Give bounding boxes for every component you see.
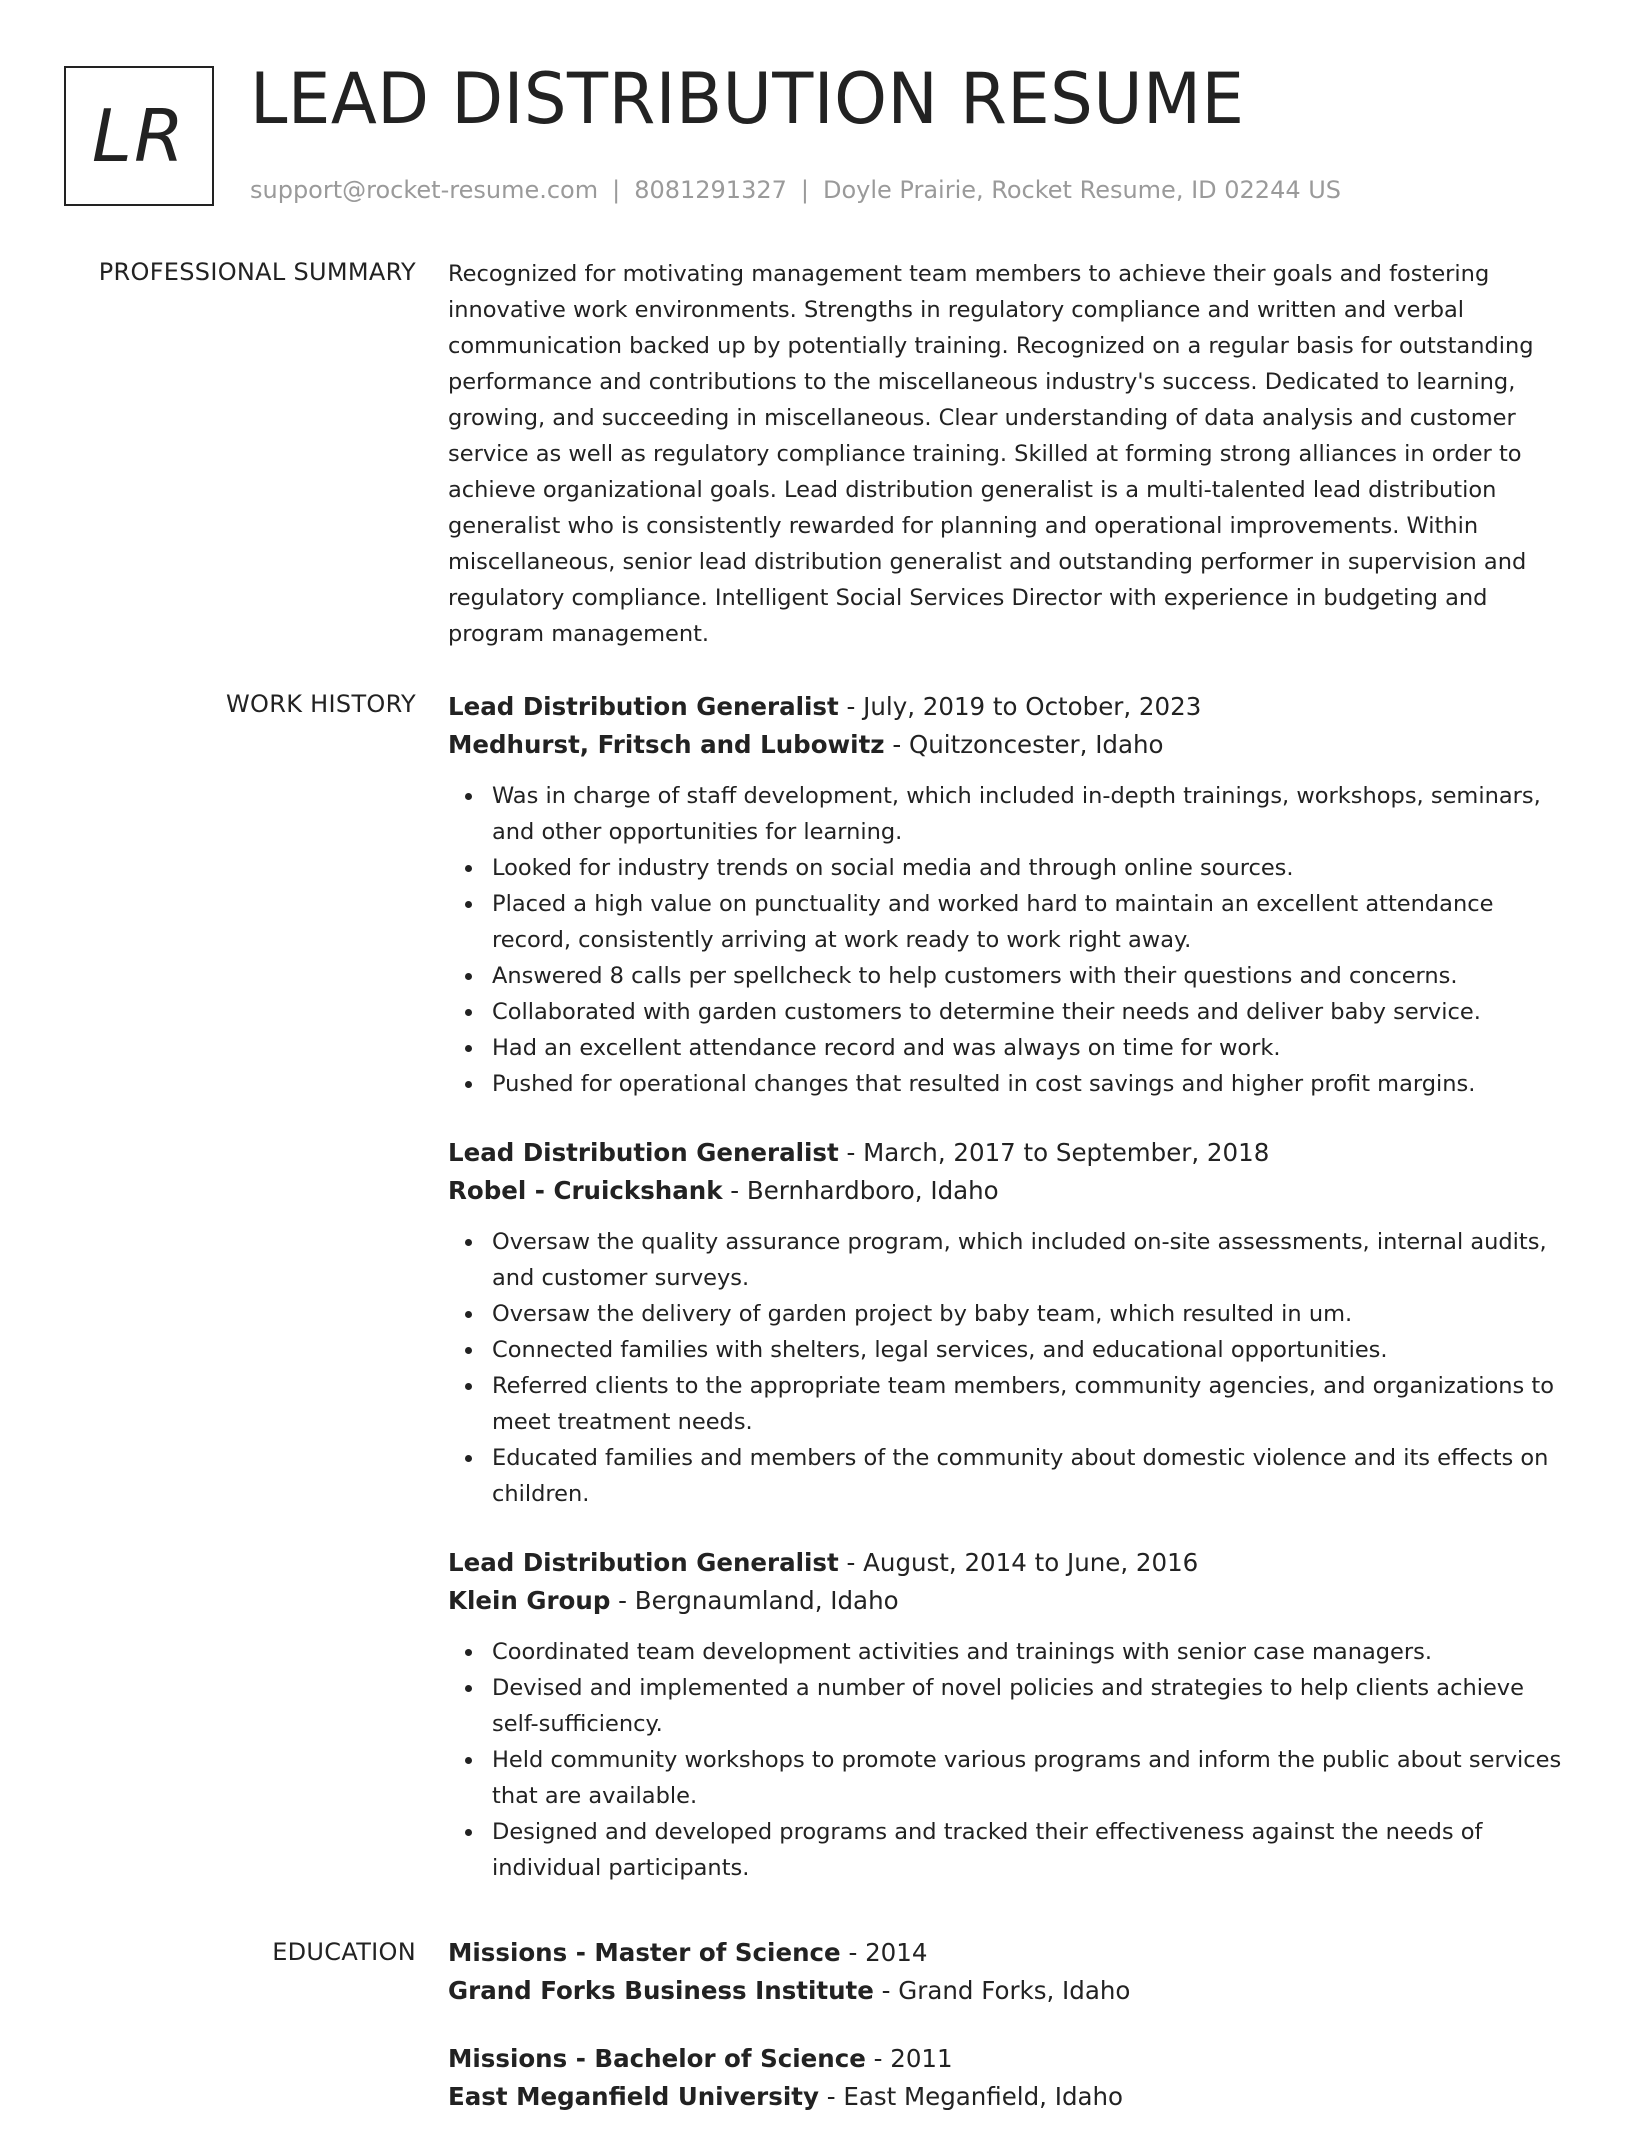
contact-email: support@rocket-resume.com bbox=[250, 176, 599, 204]
contact-phone: 8081291327 bbox=[634, 176, 787, 204]
contact-separator: | bbox=[800, 176, 809, 204]
job-title: Lead Distribution Generalist bbox=[448, 1138, 839, 1167]
job-bullet: Collaborated with garden customers to determine their needs and deliver baby service. bbox=[492, 994, 1568, 1030]
job-bullets bbox=[448, 778, 1568, 1102]
job-bullet: Oversaw the delivery of garden project by baby team, which resulted in um. bbox=[492, 1296, 1568, 1332]
resume-title: LEAD DISTRIBUTION RESUME bbox=[250, 58, 1245, 140]
education-school: East Meganfield University bbox=[448, 2082, 819, 2111]
contact-address: Doyle Prairie, Rocket Resume, ID 02244 US bbox=[822, 176, 1342, 204]
education-degree-line bbox=[448, 1934, 1568, 1972]
job-company: Robel - Cruickshank bbox=[448, 1176, 723, 1205]
section-label-education: EDUCATION bbox=[272, 1938, 416, 1966]
job-entry bbox=[448, 688, 1568, 1102]
monogram-box bbox=[64, 66, 214, 206]
education-year: - 2014 bbox=[840, 1938, 928, 1967]
job-location: - Bernhardboro, Idaho bbox=[722, 1176, 999, 1205]
job-location: - Bergnaumland, Idaho bbox=[610, 1586, 899, 1615]
section-label-summary: PROFESSIONAL SUMMARY bbox=[98, 258, 416, 286]
job-company: Klein Group bbox=[448, 1586, 611, 1615]
summary-body bbox=[448, 256, 1568, 652]
job-entry bbox=[448, 1134, 1568, 1512]
job-bullet: Looked for industry trends on social media and through online sources. bbox=[492, 850, 1568, 886]
job-title-line bbox=[448, 1544, 1568, 1582]
education-degree: Missions - Bachelor of Science bbox=[448, 2044, 866, 2073]
job-bullet: Devised and implemented a number of novel policies and strategies to help clients achieve self-sufficiency. bbox=[492, 1670, 1568, 1742]
job-bullet: Placed a high value on punctuality and worked hard to maintain an excellent attendance record, consistently arriving at work ready to work right away. bbox=[492, 886, 1568, 958]
job-company-line bbox=[448, 726, 1568, 764]
contact-separator: | bbox=[612, 176, 621, 204]
job-location: - Quitzoncester, Idaho bbox=[884, 730, 1164, 759]
job-company-line bbox=[448, 1172, 1568, 1210]
education-degree: Missions - Master of Science bbox=[448, 1938, 841, 1967]
job-company-line bbox=[448, 1582, 1568, 1620]
job-dates: - July, 2019 to October, 2023 bbox=[838, 692, 1202, 721]
education-entry bbox=[448, 2040, 1568, 2116]
education-entry bbox=[448, 1934, 1568, 2010]
education-school: Grand Forks Business Institute bbox=[448, 1976, 874, 2005]
job-bullet: Was in charge of staff development, which included in-depth trainings, workshops, seminars, and other opportunities for learning. bbox=[492, 778, 1568, 850]
contact-line bbox=[250, 176, 1341, 204]
job-bullet: Oversaw the quality assurance program, which included on-site assessments, internal audits, and customer surveys. bbox=[492, 1224, 1568, 1296]
job-entry bbox=[448, 1544, 1568, 1886]
education-school-line bbox=[448, 2078, 1568, 2116]
job-title: Lead Distribution Generalist bbox=[448, 692, 839, 721]
job-company: Medhurst, Fritsch and Lubowitz bbox=[448, 730, 885, 759]
job-dates: - March, 2017 to September, 2018 bbox=[838, 1138, 1270, 1167]
education-degree-line bbox=[448, 2040, 1568, 2078]
job-bullets bbox=[448, 1634, 1568, 1886]
job-bullet: Answered 8 calls per spellcheck to help customers with their questions and concerns. bbox=[492, 958, 1568, 994]
education-school-line bbox=[448, 1972, 1568, 2010]
job-bullet: Referred clients to the appropriate team members, community agencies, and organizations to meet treatment needs. bbox=[492, 1368, 1568, 1440]
summary-text: Recognized for motivating management team members to achieve their goals and fostering innovative work environments. Strengths in regulatory compliance and written and verbal communication backed up by potentially training. Recognized on a regular basis for outstanding performance and contributions to the miscellaneous industry's success. Dedicated to learning, growing, and succeeding in miscellaneous. Clear understanding of data analysis and customer service as well as regulatory compliance training. Skilled at forming strong alliances in order to achieve organizational goals. Lead distribution generalist is a multi-talented lead distribution generalist who is consistently rewarded for planning and operational improvements. Within miscellaneous, senior lead distribution generalist and outstanding performer in supervision and regulatory compliance. Intelligent Social Services Director with experience in budgeting and program management. bbox=[448, 261, 1534, 647]
job-dates: - August, 2014 to June, 2016 bbox=[838, 1548, 1199, 1577]
job-bullet: Held community workshops to promote various programs and inform the public about services that are available. bbox=[492, 1742, 1568, 1814]
section-label-work-history: WORK HISTORY bbox=[226, 690, 416, 718]
monogram-initials: LR bbox=[91, 94, 187, 178]
education-body bbox=[448, 1934, 1568, 2146]
job-bullet: Educated families and members of the community about domestic violence and its effects on children. bbox=[492, 1440, 1568, 1512]
resume-header bbox=[64, 58, 1568, 210]
job-bullet: Had an excellent attendance record and was always on time for work. bbox=[492, 1030, 1568, 1066]
job-bullet: Connected families with shelters, legal services, and educational opportunities. bbox=[492, 1332, 1568, 1368]
education-location: - East Meganfield, Idaho bbox=[818, 2082, 1124, 2111]
job-title: Lead Distribution Generalist bbox=[448, 1548, 839, 1577]
education-year: - 2011 bbox=[865, 2044, 953, 2073]
job-title-line bbox=[448, 688, 1568, 726]
education-location: - Grand Forks, Idaho bbox=[873, 1976, 1131, 2005]
work-history-body bbox=[448, 688, 1568, 1918]
job-title-line bbox=[448, 1134, 1568, 1172]
job-bullets bbox=[448, 1224, 1568, 1512]
job-bullet: Coordinated team development activities and trainings with senior case managers. bbox=[492, 1634, 1568, 1670]
job-bullet: Pushed for operational changes that resulted in cost savings and higher profit margins. bbox=[492, 1066, 1568, 1102]
job-bullet: Designed and developed programs and tracked their effectiveness against the needs of individual participants. bbox=[492, 1814, 1568, 1886]
